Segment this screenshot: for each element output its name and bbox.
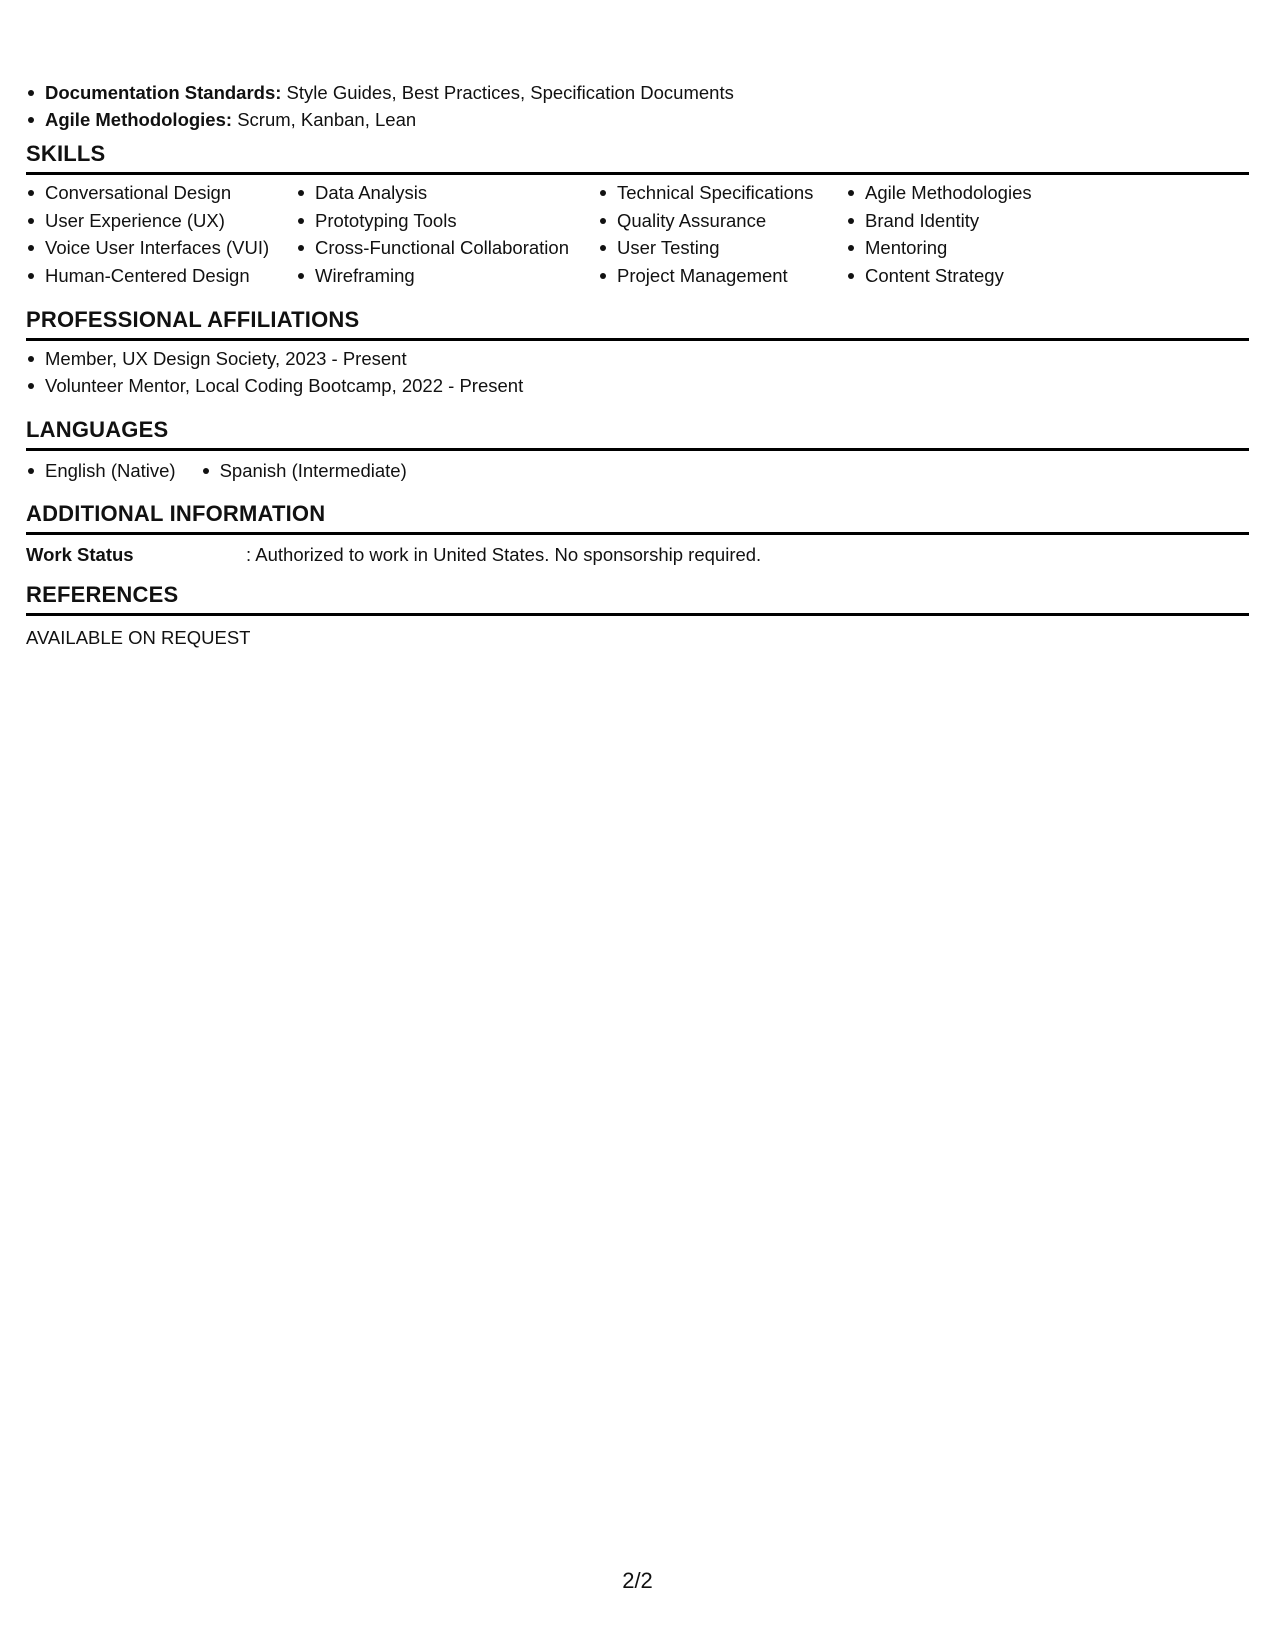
skill-item: Conversational Design	[26, 179, 269, 207]
languages-list	[26, 457, 1249, 484]
item-text: Style Guides, Best Practices, Specification Documents	[281, 82, 734, 103]
language-item: English (Native)	[26, 457, 176, 484]
work-status-label: Work Status	[26, 544, 134, 565]
skill-item: User Testing	[598, 234, 813, 262]
affiliations-list	[26, 345, 1249, 399]
skill-item: Content Strategy	[846, 262, 1032, 290]
skill-item: Prototyping Tools	[296, 207, 569, 235]
affiliation-item: Volunteer Mentor, Local Coding Bootcamp, 2022 - Present	[26, 372, 1249, 399]
skills-column-2	[296, 179, 569, 289]
section-title-affiliations: PROFESSIONAL AFFILIATIONS	[26, 306, 1249, 341]
skill-item: Quality Assurance	[598, 207, 813, 235]
skills-section	[26, 140, 1249, 291]
skills-grid	[26, 179, 1249, 291]
additional-information-section	[26, 500, 1249, 571]
skills-column-4	[846, 179, 1032, 289]
skills-column-1	[26, 179, 269, 289]
skill-item: Agile Methodologies	[846, 179, 1032, 207]
skill-item: Data Analysis	[296, 179, 569, 207]
work-status-row	[26, 541, 1249, 571]
list-item	[26, 106, 734, 133]
references-text: AVAILABLE ON REQUEST	[26, 627, 251, 648]
list-item	[26, 79, 734, 106]
languages-section	[26, 416, 1249, 484]
item-text: Scrum, Kanban, Lean	[232, 109, 417, 130]
section-title-languages: LANGUAGES	[26, 416, 1249, 451]
skill-item: Brand Identity	[846, 207, 1032, 235]
skill-item: User Experience (UX)	[26, 207, 269, 235]
skills-column-3	[598, 179, 813, 289]
technical-skills-list	[26, 79, 734, 133]
section-title-references: REFERENCES	[26, 581, 1249, 616]
skill-item: Technical Specifications	[598, 179, 813, 207]
language-item: Spanish (Intermediate)	[201, 457, 407, 484]
skill-item: Mentoring	[846, 234, 1032, 262]
references-section	[26, 581, 1249, 651]
skill-item: Wireframing	[296, 262, 569, 290]
page-number: 2/2	[622, 1568, 653, 1593]
affiliation-item: Member, UX Design Society, 2023 - Present	[26, 345, 1249, 372]
item-label: Documentation Standards:	[45, 82, 282, 103]
item-label: Agile Methodologies:	[45, 109, 233, 130]
section-title-additional-information: ADDITIONAL INFORMATION	[26, 500, 1249, 535]
skill-item: Human-Centered Design	[26, 262, 269, 290]
work-status-value: : Authorized to work in United States. No sponsorship required.	[246, 544, 762, 565]
skill-item: Project Management	[598, 262, 813, 290]
skill-item: Voice User Interfaces (VUI)	[26, 234, 269, 262]
section-title-skills: SKILLS	[26, 140, 1249, 175]
skill-item: Cross-Functional Collaboration	[296, 234, 569, 262]
affiliations-section	[26, 306, 1249, 399]
